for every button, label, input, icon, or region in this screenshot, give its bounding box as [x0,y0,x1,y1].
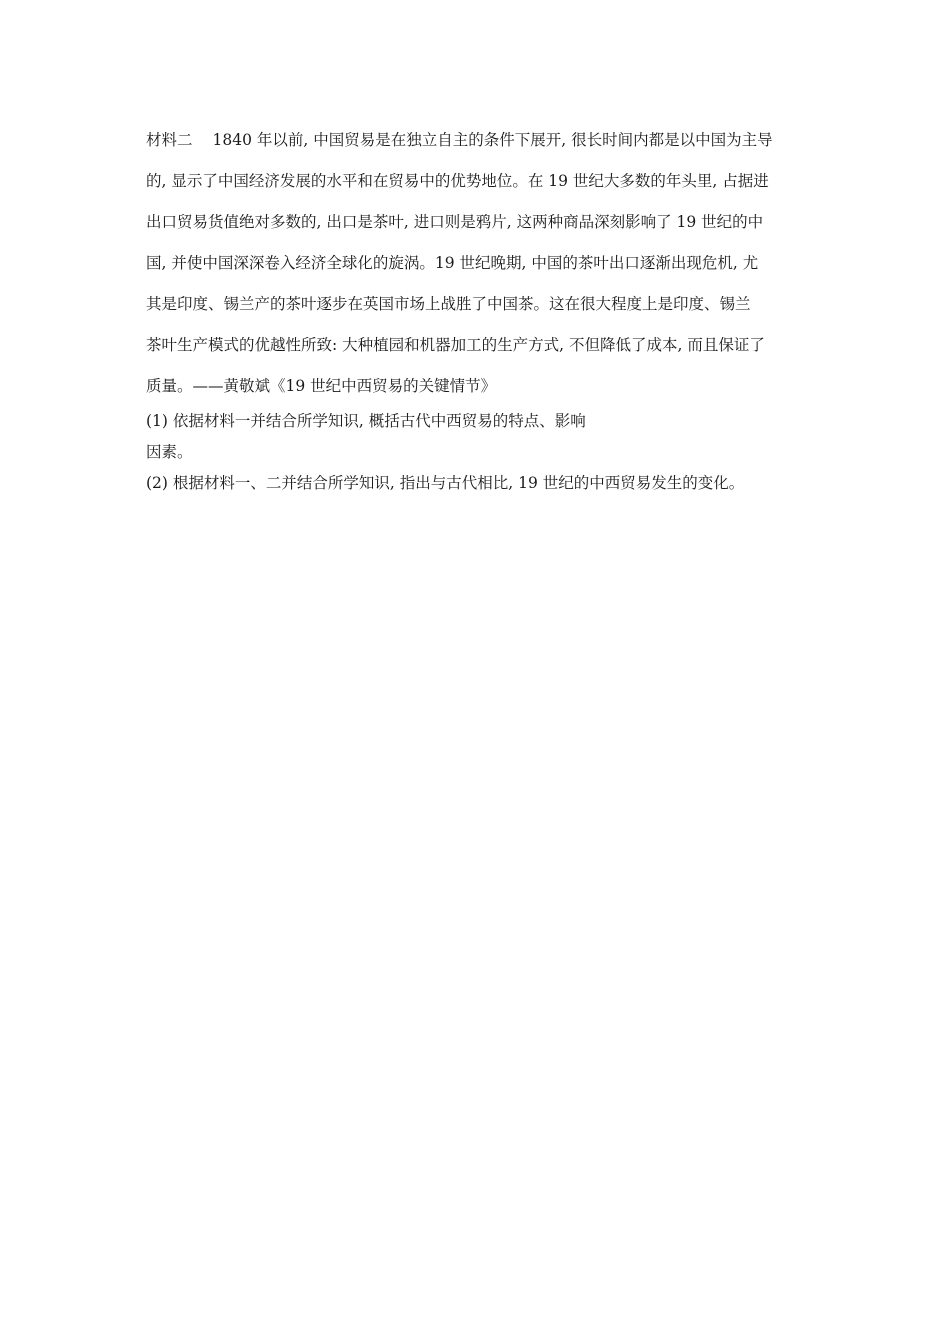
question-2: (2) 根据材料一、二并结合所学知识, 指出与古代相比, 19 世纪的中西贸易发生的变化。 [146,474,745,492]
passage-line-2: 的, 显示了中国经济发展的水平和在贸易中的优势地位。在 19 世纪大多数的年头里, 占据进 [146,172,769,190]
question-1: (1) 依据材料一并结合所学知识, 概括古代中西贸易的特点、影响 [146,412,586,430]
passage-source-line: 质量。——黄敬斌《19 世纪中西贸易的关键情节》 [146,377,497,395]
passage-line-6: 茶叶生产模式的优越性所致: 大种植园和机器加工的生产方式, 不但降低了成本, 而且保证了 [146,336,765,354]
passage-line-5: 其是印度、锡兰产的茶叶逐步在英国市场上战胜了中国茶。这在很大程度上是印度、锡兰 [146,295,751,313]
passage-line-3: 出口贸易货值绝对多数的, 出口是茶叶, 进口则是鸦片, 这两种商品深刻影响了 19 世纪的中 [146,213,764,231]
question-1-continued: 因素。 [146,443,193,461]
passage-text: 1840 年以前, 中国贸易是在独立自主的条件下展开, 很长时间内都是以中国为主导 [212,131,773,149]
material-two-passage [146,120,811,407]
passage-line-1 [146,120,811,161]
passage-line-4: 国, 并使中国深深卷入经济全球化的旋涡。19 世纪晚期, 中国的茶叶出口逐渐出现危机, 尤 [146,254,759,272]
question-list [146,406,811,499]
material-label: 材料二 [146,131,193,149]
